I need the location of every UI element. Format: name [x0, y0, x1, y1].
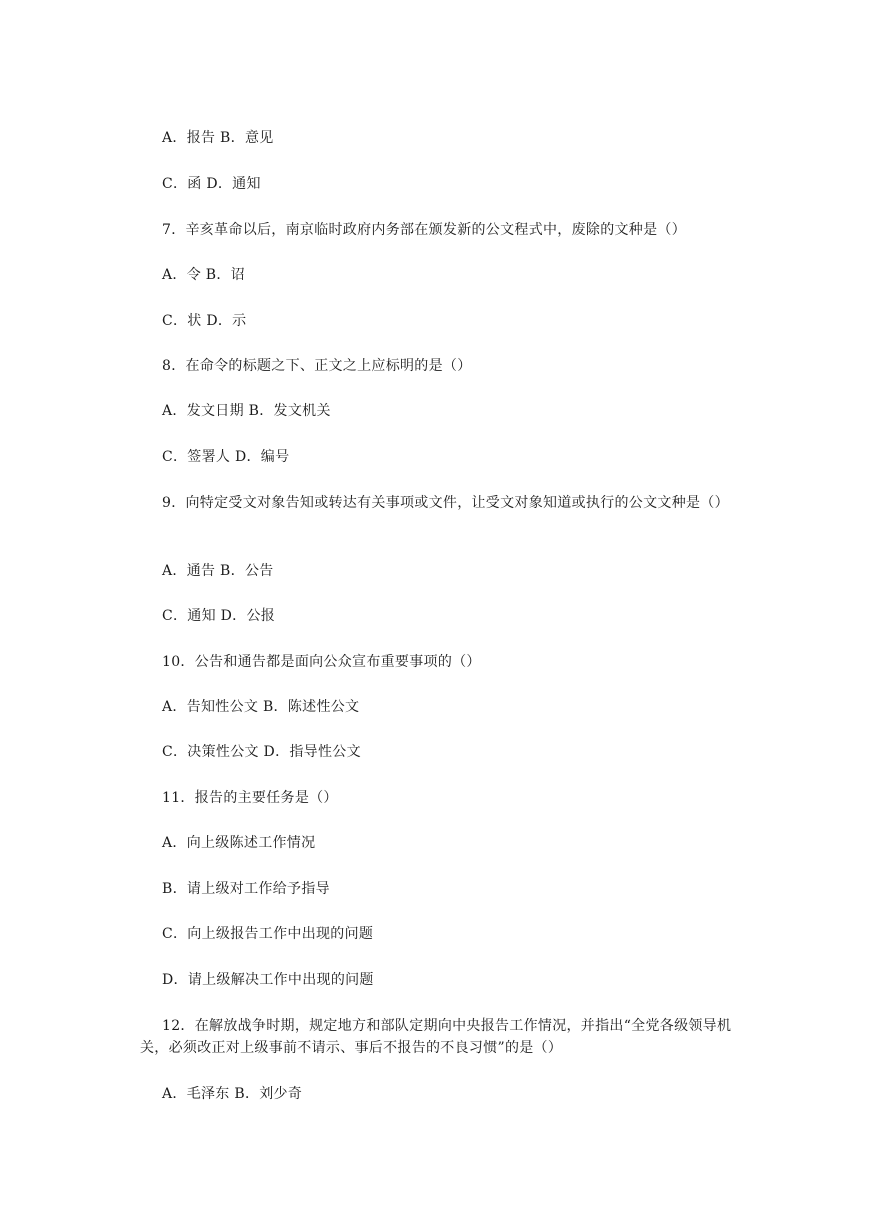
question-9: 9．向特定受文对象告知或转达有关事项或文件，让受文对象知道或执行的公文文种是（） — [162, 495, 729, 511]
option-line: C．状 D．示 — [162, 313, 247, 329]
question-7: 7．辛亥革命以后，南京临时政府内务部在颁发新的公文程式中，废除的文种是（） — [162, 222, 687, 238]
option-line: C．通知 D．公报 — [162, 608, 276, 624]
question-12: 12．在解放战争时期，规定地方和部队定期向中央报告工作情况，并指出“全党各级领导机关，必须改正对上级事前不请示、事后不报告的不良习惯”的是（） — [140, 1018, 732, 1056]
option-line: C．向上级报告工作中出现的问题 — [162, 926, 374, 942]
option-line: A．通告 B．公告 — [162, 563, 274, 579]
question-11: 11．报告的主要任务是（） — [162, 790, 338, 806]
option-line: B．请上级对工作给予指导 — [162, 881, 330, 897]
option-line: A．告知性公文 B．陈述性公文 — [162, 699, 360, 715]
question-8: 8．在命令的标题之下、正文之上应标明的是（） — [162, 358, 472, 374]
option-line: C．函 D．通知 — [162, 176, 261, 192]
option-line: A．毛泽东 B．刘少奇 — [162, 1086, 303, 1102]
option-line: C．决策性公文 D．指导性公文 — [162, 744, 361, 760]
option-line: A．令 B．诏 — [162, 267, 245, 283]
option-line: D．请上级解决工作中出现的问题 — [162, 972, 374, 988]
option-line: A．报告 B．意见 — [162, 130, 274, 146]
option-line: A．向上级陈述工作情况 — [162, 835, 316, 851]
option-line: A．发文日期 B．发文机关 — [162, 403, 331, 419]
question-10: 10．公告和通告都是面向公众宣布重要事项的（） — [162, 654, 481, 670]
option-line: C．签署人 D．编号 — [162, 449, 290, 465]
